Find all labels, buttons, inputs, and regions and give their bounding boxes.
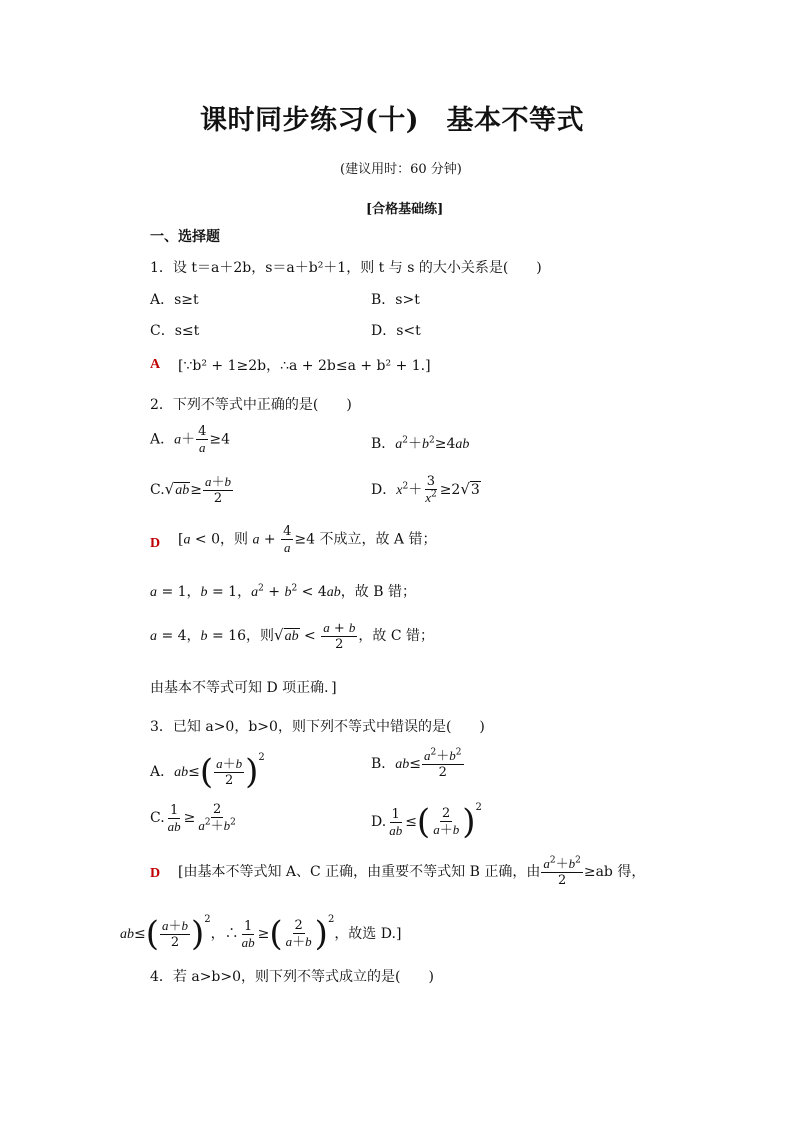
q3-answer: D [150, 866, 161, 881]
q3-explanation-text-2: ，故选 D.] [334, 926, 402, 942]
q3-option-d: D. $\frac{1}{ab}$ ≤( $\frac{2}{a+b}$ )$^2$ [371, 802, 482, 842]
page-title: 课时同步练习(十) 基本不等式 [200, 105, 585, 136]
section-label: 一、选择题 [150, 229, 220, 245]
q3-option-c: C. $\frac{1}{ab}$ ≥ $\frac{2}{a^2+b^2}$ [150, 802, 236, 834]
q2-option-c: C.√ab≥ $\frac{a+b}{2}$ [150, 474, 231, 506]
q1-option-c: C．s≤t [150, 323, 200, 339]
q2-stem: 2．下列不等式中正确的是( ) [150, 397, 352, 413]
q1-answer: A [150, 357, 161, 372]
q4-stem: 4．若 a>b>0，则下列不等式成立的是( ) [150, 969, 434, 985]
q3-explanation-text-1-end: ≥ab 得， [583, 864, 646, 880]
q3-explanation-line-2: ab≤( $\frac{a+b}{2}$ )$^2$，∴ $\frac{1}{ab}$ ≥( $\frac{2}{a+b}$ )$^2$，故选 D.] [120, 914, 402, 954]
q1-stem: 1．设 t＝a＋2b，s＝a＋b²＋1，则 t 与 s 的大小关系是( ) [150, 260, 542, 276]
q2-explanation-line-1: [a < 0，则 a + $\frac{4}{a}$ ≥4 不成立，故 A 错； [178, 524, 437, 555]
q1-option-d: D．s<t [371, 323, 421, 339]
q2-explanation-line-4: 由基本不等式可知 D 项正确．] [150, 680, 337, 696]
q3-option-b: B．ab≤ $\frac{a^2+b^2}{2}$ [371, 747, 462, 780]
q2-explanation-line-2: a = 1，b = 1，$a^2 + b^2 < 4ab$，故 B 错； [150, 583, 416, 600]
q3-stem: 3．已知 a>0，b>0，则下列不等式中错误的是( ) [150, 719, 485, 735]
q2-option-b: B．$a^2+b^2\ge 4ab$ [371, 435, 470, 452]
q3-option-a: A．ab≤( $\frac{a+b}{2}$ )$^2$ [150, 752, 265, 792]
q3-explanation-text-1: [由基本不等式知 A、C 正确，由重要不等式知 B 正确，由 [178, 864, 541, 880]
q2-explanation-line-3: a = 4，b = 16，则√ab < $\frac{a + b}{2}$ ，故 C 错； [150, 620, 434, 652]
time-hint: (建议用时：60 分钟) [340, 162, 462, 177]
q1-option-b: B．s>t [371, 292, 420, 308]
q1-explanation: [∵b² + 1≥2b，∴a + 2b≤a + b² + 1.] [178, 358, 431, 374]
q2-option-a: A．a＋ $\frac{4}{a}$ ≥4 [150, 424, 231, 455]
level-label: [合格基础练] [366, 202, 444, 217]
q2-answer: D [150, 536, 161, 551]
q1-option-a: A．s≥t [150, 292, 199, 308]
q2-option-d: D．$x^2+$ $\frac{3}{x^2}$ ≥2√3 [371, 474, 480, 505]
q3-explanation-line-1: [由基本不等式知 A、C 正确，由重要不等式知 B 正确，由 $\frac{a^2+b^2}{2}$ ≥ab 得， [178, 855, 646, 888]
